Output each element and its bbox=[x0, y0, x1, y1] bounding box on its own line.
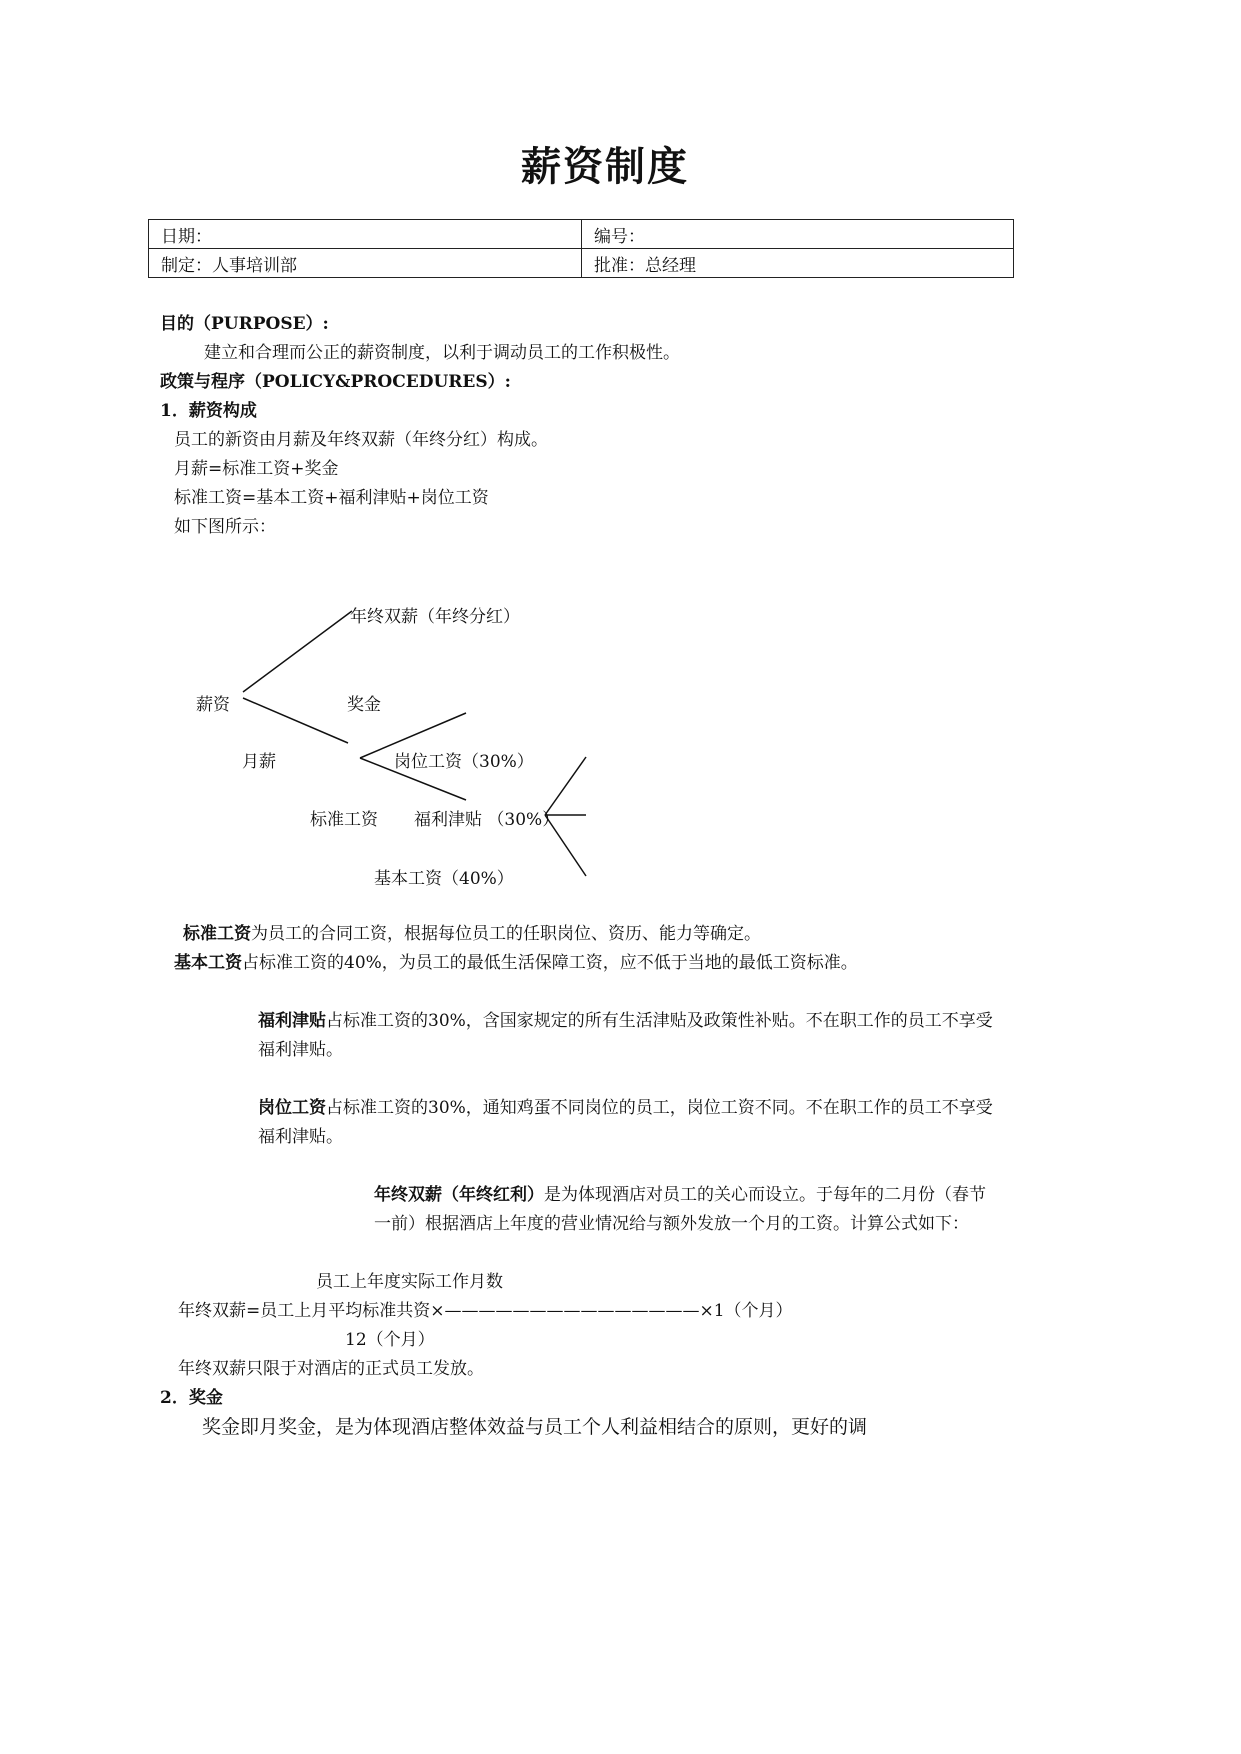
definition-text: 占标准工资的30%，含国家规定的所有生活津贴及政策性补贴。不在职工作的员工不享受福利津贴。 bbox=[258, 1011, 993, 1060]
tree-node-year-end: 年终双薪（年终分红） bbox=[350, 607, 520, 627]
section1-line: 月薪=标准工资+奖金 bbox=[174, 459, 339, 479]
definition-welfare bbox=[258, 1007, 1000, 1065]
term: 年终双薪（年终红利） bbox=[374, 1185, 544, 1205]
definition-standard bbox=[183, 920, 761, 949]
definition-position bbox=[258, 1094, 1000, 1152]
tree-node-bonus: 奖金 bbox=[347, 695, 381, 715]
formula-main: 年终双薪=员工上月平均标准共资×———————————————×1（个月） bbox=[178, 1301, 793, 1321]
tree-node-standard: 标准工资 bbox=[310, 810, 378, 830]
purpose-text: 建立和合理而公正的薪资制度，以利于调动员工的工作积极性。 bbox=[204, 343, 680, 363]
section1-line: 如下图所示： bbox=[174, 517, 276, 537]
tree-node-monthly: 月薪 bbox=[242, 752, 276, 772]
page-title: 薪资制度 bbox=[521, 143, 689, 190]
term: 基本工资 bbox=[174, 953, 242, 973]
tree-node-welfare: 福利津贴 （30%） bbox=[414, 810, 560, 830]
section1-line: 标准工资=基本工资+福利津贴+岗位工资 bbox=[174, 488, 489, 508]
formula-denominator: 12（个月） bbox=[345, 1330, 435, 1350]
purpose-heading: 目的（PURPOSE）: bbox=[160, 314, 329, 334]
term: 福利津贴 bbox=[258, 1011, 326, 1031]
branch-line bbox=[243, 698, 348, 743]
section2-heading: 2．奖金 bbox=[160, 1388, 223, 1408]
definition-yearend bbox=[374, 1181, 1000, 1239]
term: 岗位工资 bbox=[258, 1098, 326, 1118]
tree-node-basic: 基本工资（40%） bbox=[374, 869, 514, 889]
tree-node-position-pay: 岗位工资（30%） bbox=[394, 752, 534, 772]
section2-text: 奖金即月奖金，是为体现酒店整体效益与员工个人利益相结合的原则，更好的调 bbox=[202, 1416, 868, 1438]
definition-basic bbox=[174, 949, 858, 978]
section1-heading: 1．薪资构成 bbox=[160, 401, 257, 421]
definition-text: 为员工的合同工资，根据每位员工的任职岗位、资历、能力等确定。 bbox=[251, 924, 761, 944]
approved-by-cell: 批准：总经理 bbox=[582, 249, 1014, 278]
definition-text: 是为体现酒店对员工的关心而设立。于每年的二月份（春节一前）根据酒店上年度的营业情况给与额外发放一个月的工资。计算公式如下： bbox=[374, 1185, 986, 1234]
branch-line bbox=[243, 611, 352, 692]
definition-text: 占标准工资的30%，通知鸡蛋不同岗位的员工，岗位工资不同。不在职工作的员工不享受福利津贴。 bbox=[258, 1098, 993, 1147]
term: 标准工资 bbox=[183, 924, 251, 944]
policy-heading: 政策与程序（POLICY&PROCEDURES）: bbox=[160, 372, 511, 392]
date-cell: 日期： bbox=[149, 220, 582, 249]
number-cell: 编号： bbox=[582, 220, 1014, 249]
formula-note: 年终双薪只限于对酒店的正式员工发放。 bbox=[178, 1359, 484, 1379]
section1-line: 员工的新资由月薪及年终双薪（年终分红）构成。 bbox=[174, 430, 548, 450]
definition-text: 占标准工资的40%，为员工的最低生活保障工资，应不低于当地的最低工资标准。 bbox=[242, 953, 858, 973]
made-by-cell: 制定：人事培训部 bbox=[149, 249, 582, 278]
tree-node-root: 薪资 bbox=[196, 695, 230, 715]
formula-numerator: 员工上年度实际工作月数 bbox=[316, 1272, 503, 1292]
